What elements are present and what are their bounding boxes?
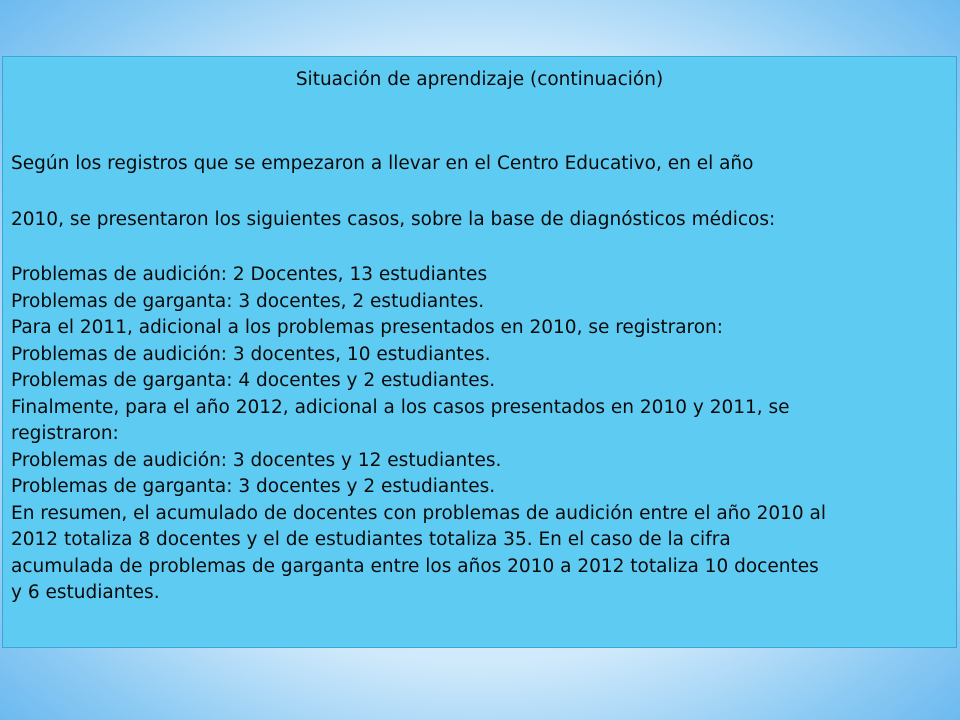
text-line: registraron: [11,423,119,444]
text-line: Problemas de audición: 3 docentes y 12 estudiantes. [11,449,502,471]
intro-line-2: 2010, se presentaron los siguientes casos, sobre la base de diagnósticos médicos: [11,209,776,230]
text-line: Problemas de garganta: 3 docentes, 2 estudiantes. [11,290,485,312]
text-line: Para el 2011, adicional a los problemas presentados en 2010, se registraron: [11,317,724,338]
text-line: Problemas de audición: 3 docentes, 10 estudiantes. [11,343,491,365]
text-line: Finalmente, para el año 2012, adicional a los casos presentados en 2010 y 2011, se [11,396,790,418]
cases-list [11,262,956,607]
text-line: En resumen, el acumulado de docentes con problemas de audición entre el año 2010 al [11,502,827,524]
text-line: acumulada de problemas de garganta entre los años 2010 a 2012 totaliza 10 docentes [11,555,819,577]
intro-line-1: Según los registros que se empezaron a llevar en el Centro Educativo, en el año [11,153,754,174]
text-line: Problemas de audición: 2 Docentes, 13 estudiantes [11,264,488,285]
content-box [2,56,957,648]
slide-title: Situación de aprendizaje (continuación) [295,69,664,90]
text-line: Problemas de garganta: 4 docentes y 2 estudiantes. [11,370,496,391]
text-line: y 6 estudiantes. [11,582,160,603]
text-line: Problemas de garganta: 3 docentes y 2 estudiantes. [11,476,496,497]
text-line: 2012 totaliza 8 docentes y el de estudiantes totaliza 35. En el caso de la cifra [11,529,731,550]
